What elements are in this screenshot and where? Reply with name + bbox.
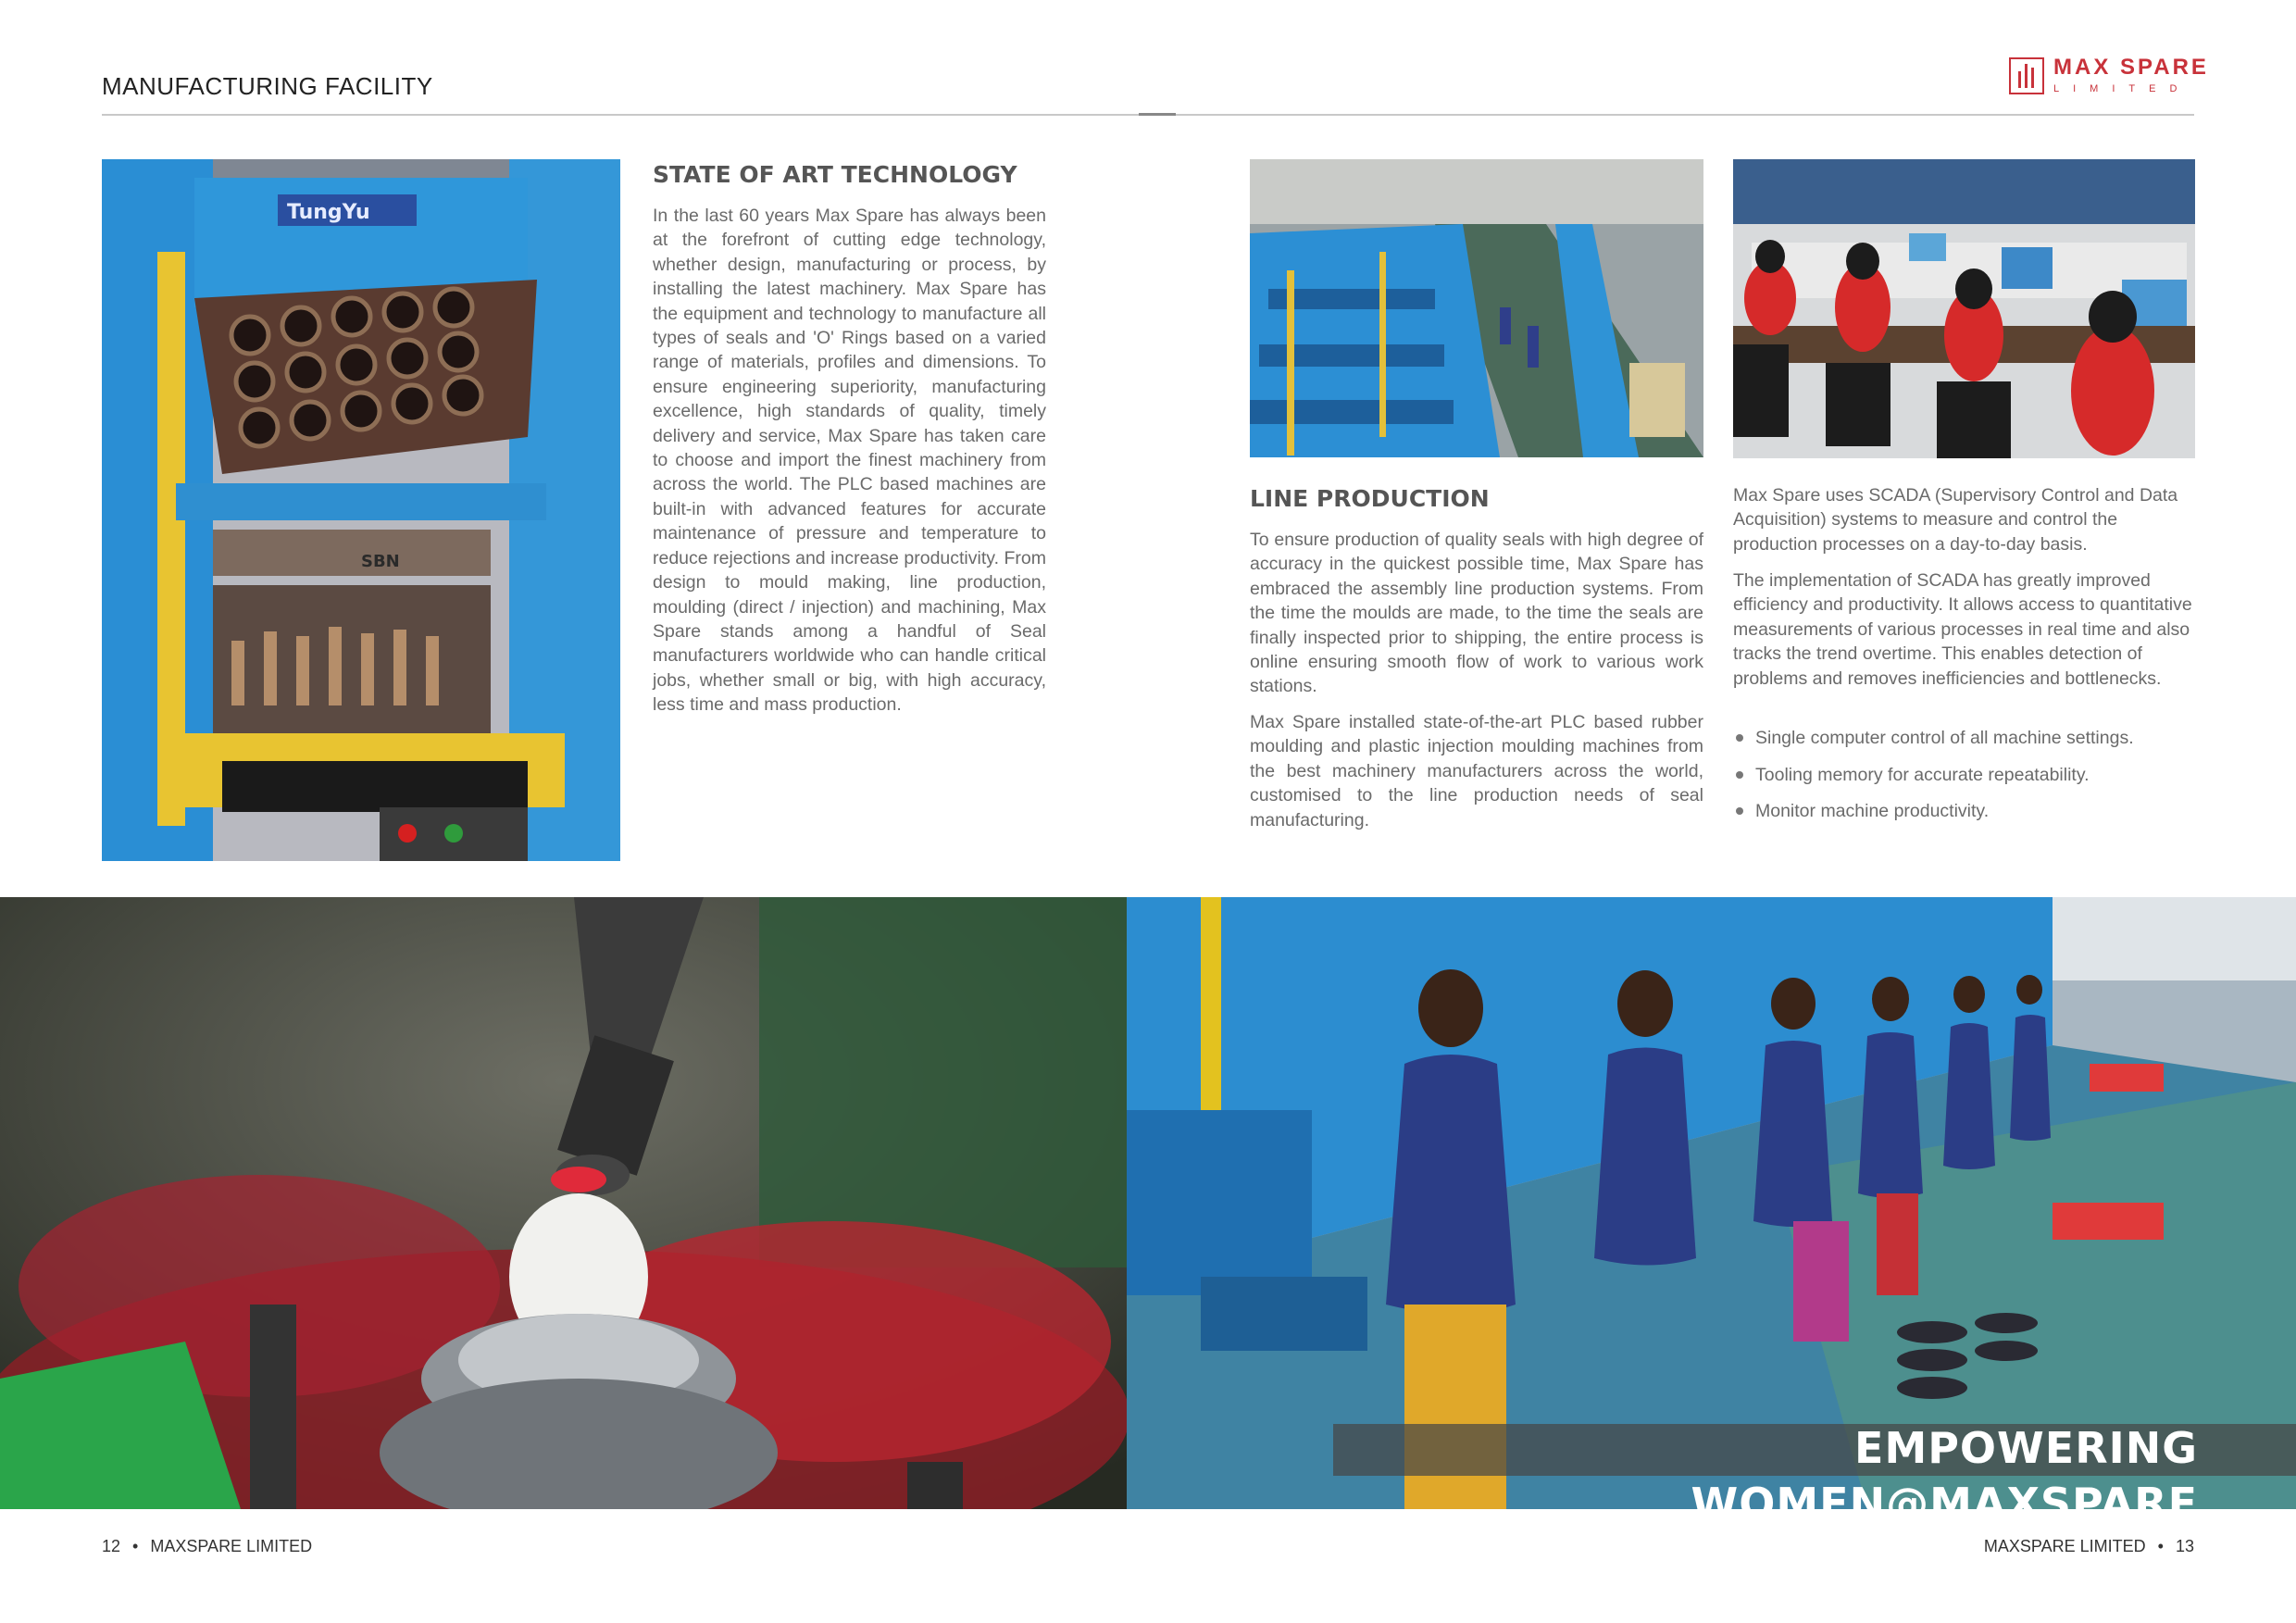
list-item: Tooling memory for accurate repeatability.	[1733, 763, 2196, 787]
injection-nozzle-photo	[0, 897, 1127, 1509]
company-logo	[2009, 56, 2209, 96]
section-title: MANUFACTURING FACILITY	[102, 72, 433, 100]
tungyu-label: TungYu	[287, 201, 370, 224]
scada-feature-list	[1733, 726, 2196, 836]
empowering-women-banner: EMPOWERING WOMEN@MAXSPARE	[1691, 1423, 2198, 1529]
scada-para-2: The implementation of SCADA has greatly improved efficiency and productivity. It allows access to quantitative measurements of various processes in real time and also tracks the trend overtime. This enables detection of problems and removes inefficiencies and bottlenecks.	[1733, 570, 2192, 689]
list-item: Single computer control of all machine settings.	[1733, 726, 2196, 750]
scada-para-1: Max Spare uses SCADA (Supervisory Control and Data Acquisition) systems to measure and control the production processes on a day-to-day basis.	[1733, 485, 2178, 555]
right-page-number: 13	[2175, 1537, 2194, 1555]
women-workers-photo	[1127, 897, 2296, 1509]
state-of-art-heading: STATE OF ART TECHNOLOGY	[653, 161, 1017, 188]
footer-left	[102, 1537, 312, 1556]
sbn-mould-label: SBN	[361, 552, 400, 571]
footer-separator: •	[2157, 1537, 2164, 1555]
left-footer-name: MAXSPARE LIMITED	[150, 1537, 313, 1555]
line-production-para-1: To ensure production of quality seals with high degree of accuracy in the quickest possible time, Max Spare has embraced the assembly line production systems. From the time the moulds are made, to the time the seals are finally inspected prior to shipping, the entire process is online ensuring smooth flow of work to various work stations.	[1250, 530, 1703, 697]
footer-separator: •	[132, 1537, 139, 1555]
line-production-para-2: Max Spare installed state-of-the-art PLC based rubber moulding and plastic injection moulding machines from the best machinery manufacturers across the world, customised to the line production needs of seal manufacturing.	[1250, 712, 1703, 830]
header-divider-mark	[1139, 113, 1176, 116]
line-production-photo	[1250, 159, 1703, 457]
scada-control-room-photo	[1733, 159, 2195, 458]
logo-sub: LIMITED	[2053, 83, 2191, 94]
right-footer-name: MAXSPARE LIMITED	[1983, 1537, 2146, 1555]
line-production-heading: LINE PRODUCTION	[1250, 485, 1490, 512]
logo-name: MAX SPARE	[2053, 55, 2209, 80]
left-page-number: 12	[102, 1537, 121, 1555]
list-item: Monitor machine productivity.	[1733, 799, 2196, 823]
max-spare-logo-icon	[2009, 57, 2044, 94]
state-of-art-body: In the last 60 years Max Spare has always been at the forefront of cutting edge technology, whether design, manufacturing or process, by installing the latest machinery. Max Spare has the equipment and technology to manufacture all types of seals and 'O' Rings based on a varied range of materials, profiles and dimensions. To ensure engineering superiority, manufacturing excellence, high standards of quality, timely delivery and service, Max Spare has taken care to choose and import the finest machinery from across the world. The PLC based machines are built-in with advanced features for accurate maintenance of pressure and temperature to reduce rejections and increase productivity. From design to mould making, line production, moulding (direct / injection) and machining, Max Spare stands among a handful of Seal manufacturers worldwide who can handle critical jobs, whether small or big, with high accuracy, less time and mass production.	[653, 206, 1046, 716]
footer-right	[1984, 1537, 2194, 1556]
press-machine-photo	[102, 159, 620, 861]
